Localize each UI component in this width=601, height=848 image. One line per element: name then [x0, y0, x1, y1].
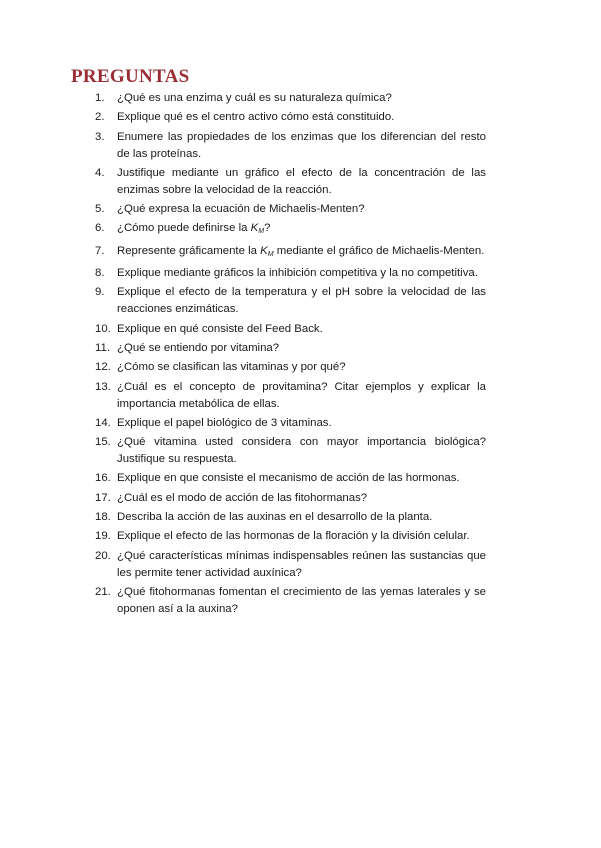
item-text: Justifique mediante un gráfico el efecto de la concentración de las enzimas sobre la velocidad de la reacción.	[117, 166, 486, 196]
list-item	[95, 415, 486, 432]
item-text-before: ¿Cómo puede definirse la	[117, 222, 251, 235]
page-title: PREGUNTAS	[71, 66, 190, 87]
km-symbol	[260, 245, 273, 257]
item-text: ¿Cuál es el concepto de provitamina? Citar ejemplos y explicar la importancia metabólica de ellas.	[117, 380, 486, 410]
item-number: 11.	[95, 341, 110, 354]
list-item	[95, 90, 486, 107]
list-item	[95, 434, 486, 468]
list-item	[95, 379, 486, 413]
item-text: Explique el efecto de las hormonas de la floración y la división celular.	[117, 530, 470, 543]
item-text: ¿Qué se entiendo por vitamina?	[117, 341, 280, 354]
item-text: ¿Qué fitohormanas fomentan el crecimiento de las yemas laterales y se oponen así a la auxina?	[117, 585, 486, 615]
km-letter: K	[260, 244, 268, 257]
item-text: Explique el papel biológico de 3 vitaminas.	[117, 416, 332, 429]
item-text-after: ?	[264, 222, 271, 235]
item-number: 13.	[95, 380, 111, 393]
item-text: ¿Cuál es el modo de acción de las fitohormanas?	[117, 491, 368, 504]
list-item	[95, 109, 486, 126]
km-letter: K	[250, 222, 259, 235]
item-number: 1.	[95, 92, 105, 104]
list-item	[95, 129, 486, 163]
item-number: 7.	[95, 244, 105, 257]
km-symbol	[251, 222, 264, 234]
list-item	[95, 528, 486, 545]
item-text: Explique qué es el centro activo cómo está constituido.	[117, 111, 395, 124]
item-text: Describa la acción de las auxinas en el desarrollo de la planta.	[117, 511, 433, 524]
list-item	[95, 265, 486, 282]
item-number: 9.	[95, 286, 105, 299]
list-item	[95, 284, 486, 318]
km-subscript: M	[267, 250, 274, 258]
item-number: 6.	[95, 222, 105, 235]
item-number: 5.	[95, 203, 105, 216]
item-number: 20.	[95, 549, 111, 562]
item-number: 18.	[95, 511, 111, 524]
item-number: 15.	[95, 436, 111, 449]
item-number: 10.	[95, 322, 111, 335]
item-text-after: mediante el gráfico de Michaelis-Menten.	[273, 244, 485, 257]
item-text: Enumere las propiedades de los enzimas que los diferencian del resto de las proteínas.	[117, 130, 486, 160]
list-item	[95, 470, 486, 487]
item-text: Explique en que consiste el mecanismo de acción de las hormonas.	[117, 472, 460, 485]
item-number: 17.	[95, 491, 111, 504]
list-item	[95, 548, 486, 582]
item-number: 2.	[95, 111, 105, 124]
list-item	[95, 243, 486, 263]
item-text: ¿Qué características mínimas indispensables reúnen las sustancias que les permite tener actividad auxínica?	[117, 549, 486, 579]
item-number: 19.	[95, 530, 111, 543]
list-item	[95, 220, 486, 240]
list-item	[95, 340, 486, 357]
item-number: 16.	[95, 472, 111, 485]
list-item	[95, 509, 486, 526]
item-number: 8.	[95, 267, 105, 280]
item-text: Explique en qué consiste del Feed Back.	[117, 322, 323, 335]
list-item	[95, 584, 486, 618]
list-item	[95, 201, 486, 218]
item-text	[117, 220, 486, 240]
item-text: Explique mediante gráficos la inhibición competitiva y la no competitiva.	[117, 267, 478, 280]
item-number: 3.	[95, 130, 105, 143]
item-text: Explique el efecto de la temperatura y el pH sobre la velocidad de las reacciones enzimáticas.	[117, 286, 486, 316]
item-number: 12.	[95, 361, 111, 374]
item-text: ¿Qué vitamina usted considera con mayor importancia biológica? Justifique su respuesta.	[117, 436, 486, 466]
question-list	[95, 90, 486, 620]
item-number: 4.	[95, 166, 105, 179]
list-item	[95, 165, 486, 199]
item-text: ¿Qué es una enzima y cuál es su naturaleza química?	[117, 92, 392, 104]
km-subscript: M	[258, 228, 265, 236]
item-number: 21.	[95, 585, 111, 598]
item-text: ¿Qué expresa la ecuación de Michaelis-Menten?	[117, 203, 365, 216]
list-item	[95, 321, 486, 338]
item-text	[117, 243, 486, 263]
list-item	[95, 359, 486, 376]
item-number: 14.	[95, 416, 111, 429]
list-item	[95, 490, 486, 507]
item-text-before: Represente gráficamente la	[117, 244, 261, 257]
item-text: ¿Cómo se clasifican las vitaminas y por qué?	[117, 361, 346, 374]
